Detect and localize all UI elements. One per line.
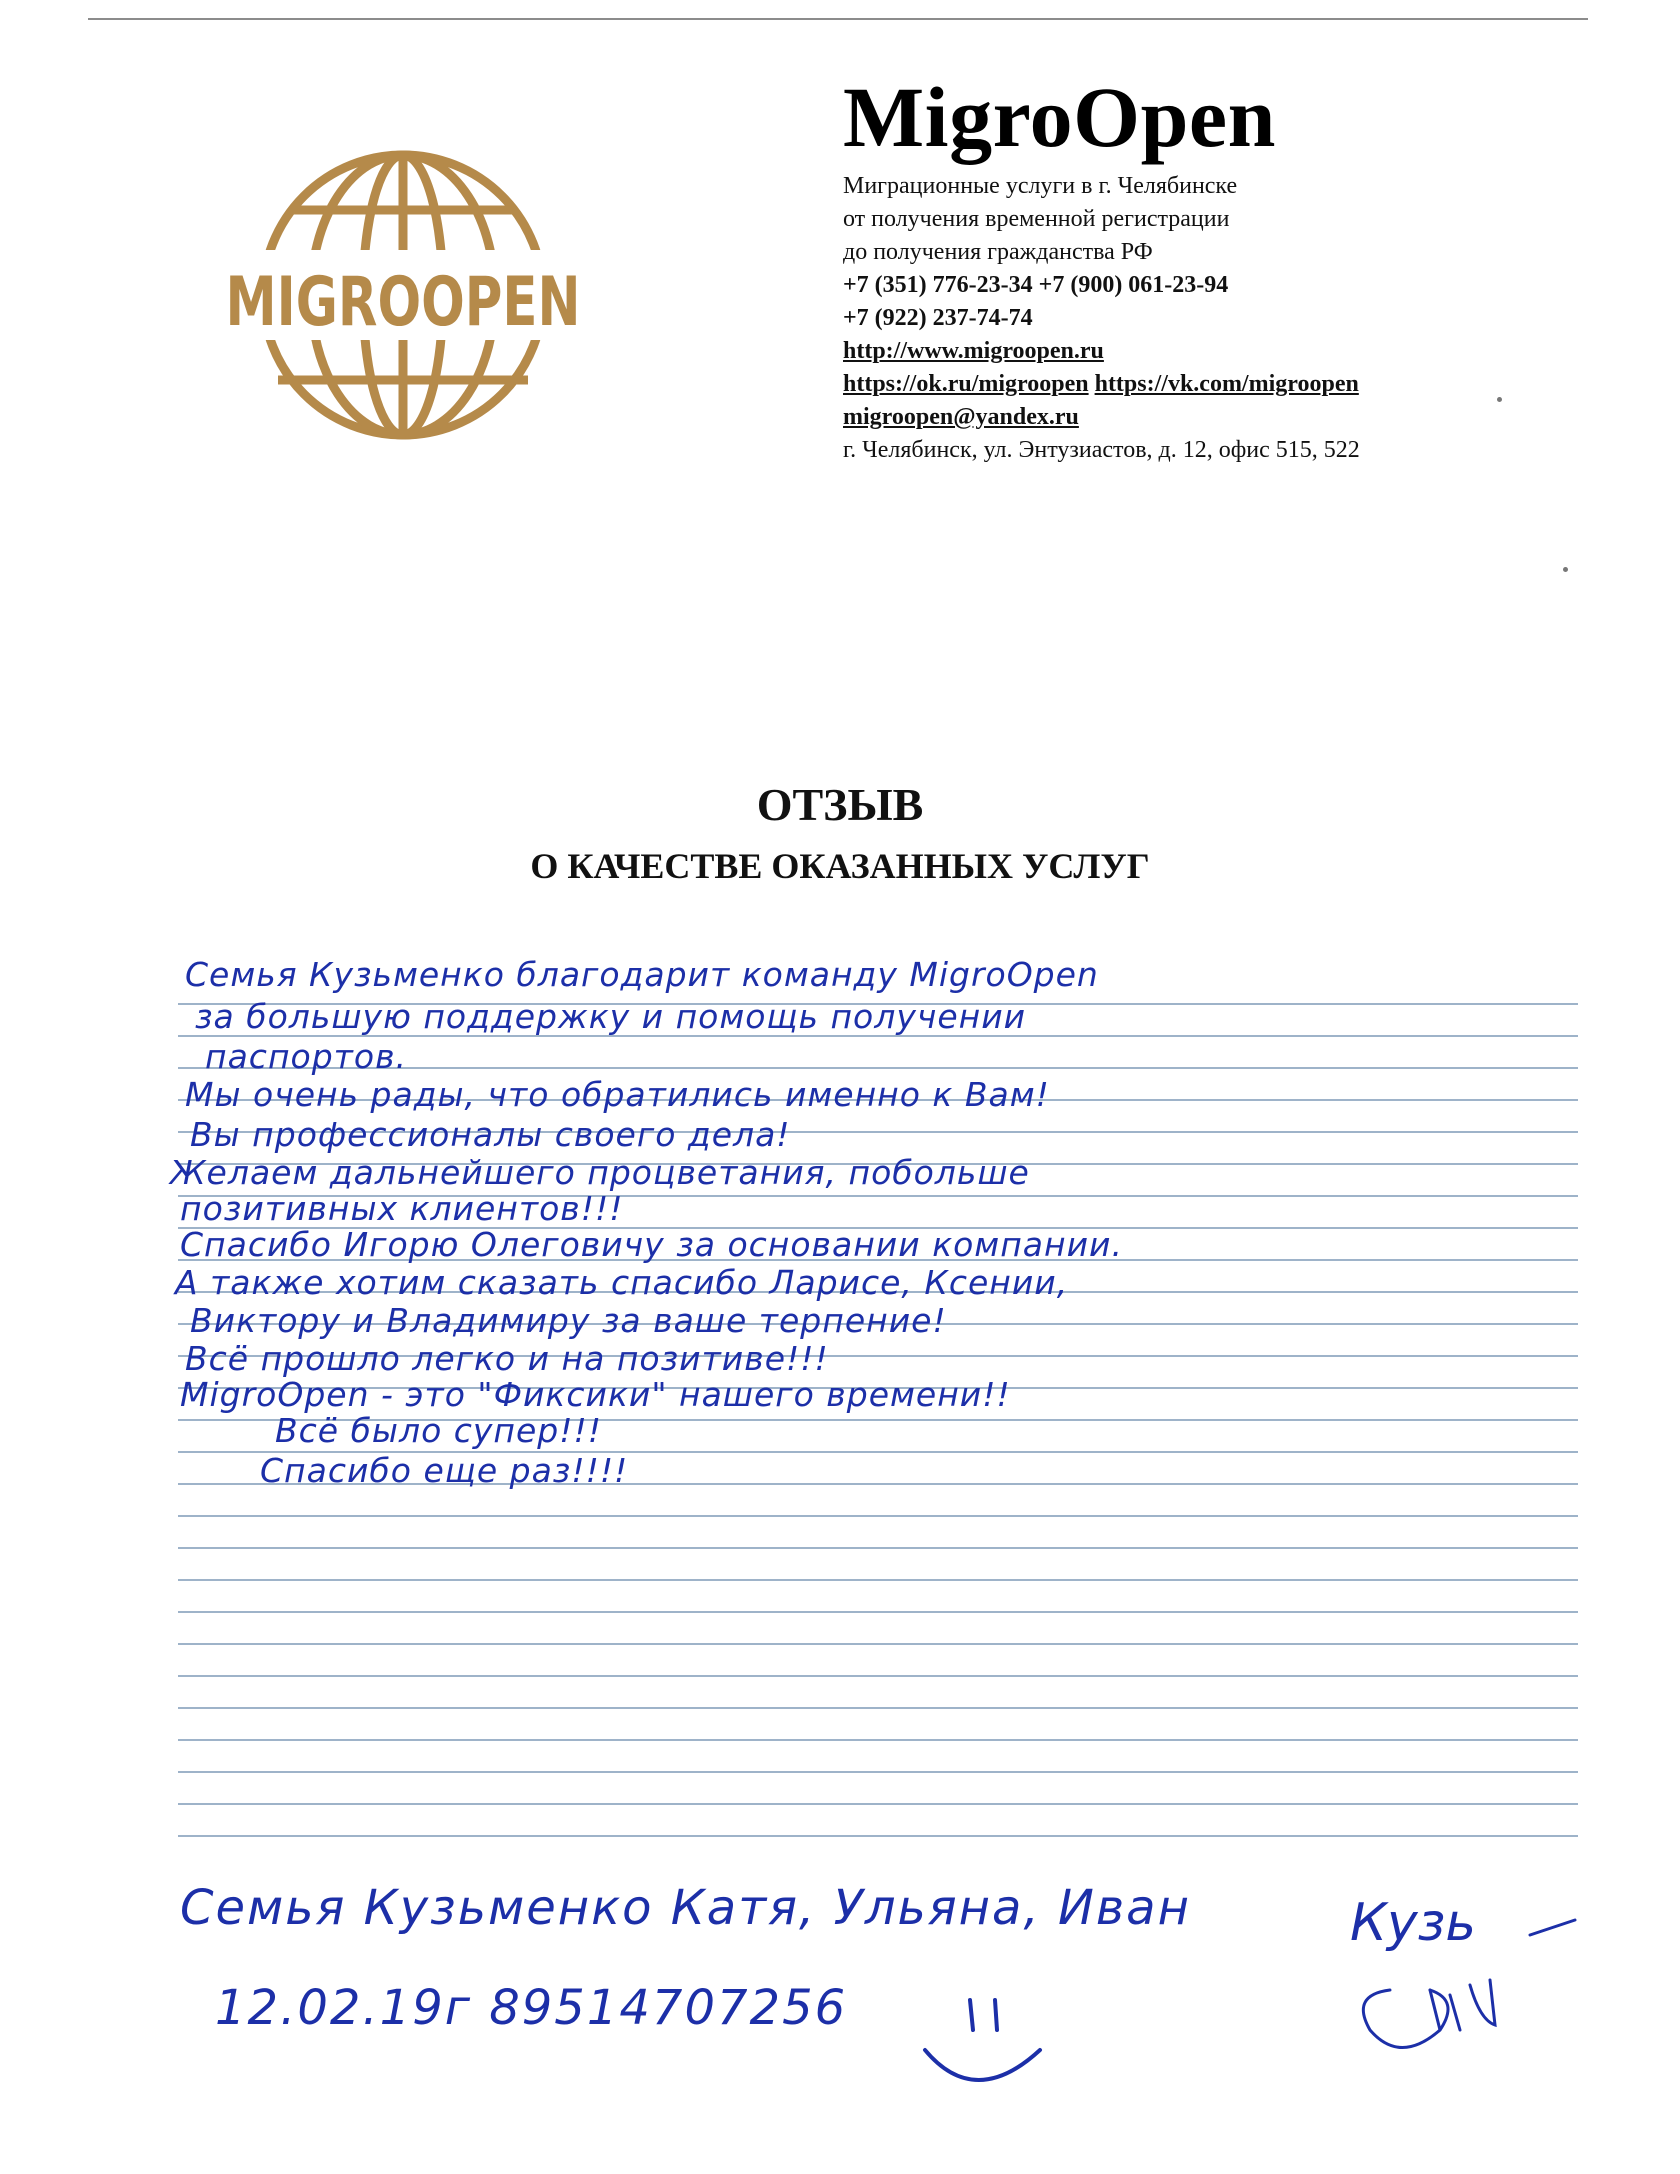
services-line-1: Миграционные услуги в г. Челябинске	[843, 173, 1238, 199]
review-line: Вы профессионалы своего дела!	[190, 1115, 791, 1154]
address: г. Челябинск, ул. Энтузиастов, д. 12, офис 515, 522	[843, 437, 1360, 463]
document-subtitle: О КАЧЕСТВЕ ОКАЗАННЫХ УСЛУГ	[530, 846, 1150, 886]
phones-line-1: +7 (351) 776-23-34 +7 (900) 061-23-94	[843, 272, 1229, 298]
review-line: Всё прошло легко и на позитиве!!!	[185, 1339, 829, 1378]
signature-scribble-text: Кузь	[1350, 1893, 1476, 1953]
services-line-2: от получения временной регистрации	[843, 206, 1230, 232]
review-line: А также хотим сказать спасибо Ларисе, Ксении,	[175, 1263, 1069, 1302]
website-link[interactable]: http://www.migroopen.ru	[843, 338, 1104, 364]
letterhead-contacts	[843, 170, 1360, 467]
email-link[interactable]: migroopen@yandex.ru	[843, 404, 1079, 430]
handwritten-signature	[1330, 1880, 1590, 2070]
document-title: ОТЗЫВ	[756, 779, 924, 830]
migroopen-globe-logo	[218, 145, 588, 445]
vk-link[interactable]: https://vk.com/migroopen	[1094, 371, 1359, 397]
review-line: Спасибо еще раз!!!!	[260, 1451, 629, 1490]
speck	[1563, 567, 1568, 572]
review-line: Виктору и Владимиру за ваше терпение!	[190, 1301, 947, 1340]
review-line: за большую поддержку и помощь получении	[195, 997, 1027, 1036]
review-line: Спасибо Игорю Олеговичу за основании компании.	[180, 1225, 1123, 1264]
review-line: Желаем дальнейшего процветания, побольше	[170, 1153, 1030, 1192]
signature-date-phone: 12.02.19г 89514707256	[215, 1980, 848, 2036]
top-rule	[88, 18, 1588, 20]
review-line: Всё было супер!!!	[275, 1411, 602, 1450]
review-line: Семья Кузьменко благодарит команду MigroOpen	[185, 955, 1099, 994]
signature-names: Семья Кузьменко Катя, Ульяна, Иван	[180, 1880, 1191, 1936]
review-line: паспортов.	[205, 1037, 408, 1076]
logo-text: MIGROOPEN	[225, 263, 581, 342]
company-name: MigroOpen	[843, 69, 1276, 165]
phones-line-2: +7 (922) 237-74-74	[843, 305, 1033, 331]
speck	[1497, 397, 1502, 402]
ok-link[interactable]: https://ok.ru/migroopen	[843, 371, 1089, 397]
smiley-face-icon	[915, 1980, 1055, 2110]
review-line: Мы очень рады, что обратились именно к Вам!	[185, 1075, 1050, 1114]
services-line-3: до получения гражданства РФ	[843, 239, 1153, 265]
review-line: позитивных клиентов!!!	[180, 1189, 624, 1228]
review-line: MigroOpen - это "Фиксики" нашего времени!!	[180, 1375, 1011, 1414]
